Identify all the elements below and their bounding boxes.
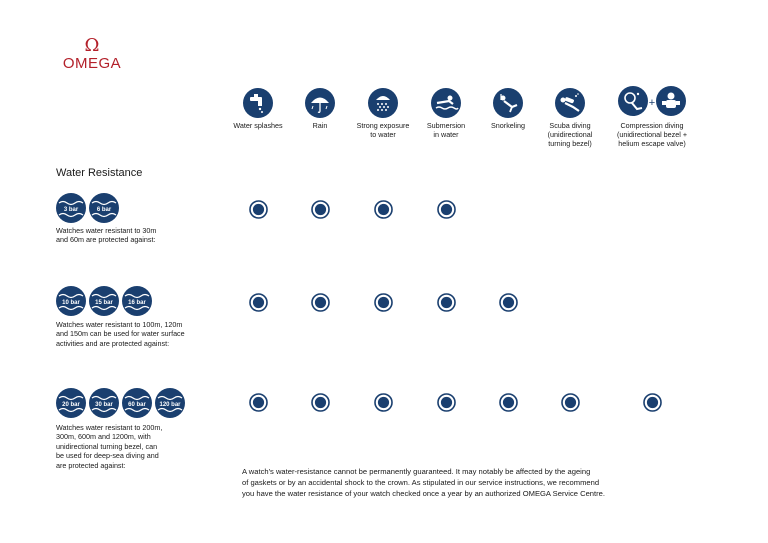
row-description: [56, 423, 162, 470]
scuba-diver-icon: [555, 88, 585, 118]
protected-dot: [311, 293, 330, 312]
row-description-line: and 150m can be used for water surface: [56, 329, 185, 339]
submersion-icon: [431, 88, 461, 118]
footnote-line: you have the water resistance of your watch checked once a year by an authorized OMEGA Service Centre.: [242, 489, 606, 498]
row-description-line: be used for deep-sea diving and: [56, 451, 159, 461]
badge-label: 3 bar: [63, 207, 79, 213]
row-description-line: Watches water resistant to 100m, 120m: [56, 320, 183, 329]
row-description-line: and 60m are protected against:: [56, 235, 156, 245]
protected-dot: [374, 293, 393, 312]
pressure-badges: [56, 388, 185, 418]
protected-dot: [249, 200, 268, 219]
water-splash-icon: [243, 88, 273, 118]
pressure-badge: [155, 388, 185, 418]
pressure-badge: [89, 193, 119, 223]
activity-label-line: Submersion: [426, 121, 466, 130]
pressure-badge: [56, 193, 86, 223]
shower-icon: [368, 88, 398, 118]
activity-label-line: Snorkeling: [491, 121, 525, 130]
row-description-line: Watches water resistant to 200m,: [56, 423, 163, 432]
activity-compression-diver: [610, 88, 694, 148]
row-description-line: activities and are protected against:: [56, 338, 170, 348]
omega-logo-wordmark: OMEGA: [62, 55, 122, 72]
badge-label: 60 bar: [128, 402, 146, 408]
activity-label-line: (unidirectional bezel +: [616, 130, 688, 139]
badge-label: 15 bar: [95, 300, 113, 306]
omega-logo-glyph: Ω: [84, 35, 100, 56]
protected-dot: [249, 393, 268, 412]
pressure-badge: [89, 286, 119, 316]
protected-dot: [249, 293, 268, 312]
row-description-line: unidirectional turning bezel, can: [56, 441, 158, 451]
activity-label-line: Rain: [312, 121, 328, 130]
row-description: [56, 226, 156, 245]
activity-label-line: helium escape valve): [618, 139, 686, 148]
protected-dot: [499, 393, 518, 412]
activity-label-line: Scuba diving: [549, 121, 591, 130]
protected-dot: [643, 393, 662, 412]
protected-dot: [374, 393, 393, 412]
activity-label-line: Strong exposure: [356, 121, 410, 130]
badge-label: 30 bar: [95, 402, 113, 408]
activity-label-line: turning bezel): [548, 139, 592, 148]
footnote-line: of gaskets or by an accidental shock to the crown. As stipulated in our service instructions, we recommend: [242, 478, 600, 487]
protected-dot: [311, 393, 330, 412]
protected-dot: [374, 200, 393, 219]
protected-dot: [437, 200, 456, 219]
pressure-badge: [56, 286, 86, 316]
activity-label-line: Water splashes: [233, 121, 283, 130]
activity-label: [528, 121, 612, 148]
compression-diver-icon: [618, 86, 648, 121]
activity-label-line: (unidirectional: [547, 130, 593, 139]
badge-label: 10 bar: [62, 300, 80, 306]
activity-label-line: to water: [370, 130, 396, 139]
badge-label: 20 bar: [62, 402, 80, 408]
protected-dot: [561, 393, 580, 412]
row-description: [56, 320, 185, 348]
pressure-badge: [122, 388, 152, 418]
row-description-line: Watches water resistant to 30m: [56, 226, 157, 235]
pressure-badges: [56, 286, 152, 316]
protected-dot: [311, 200, 330, 219]
pressure-badge: [89, 388, 119, 418]
plus-sign: +: [648, 97, 656, 109]
protected-dot: [437, 293, 456, 312]
badge-label: 120 bar: [159, 402, 181, 408]
helium-valve-icon: [656, 86, 686, 121]
activity-label-line: Compression diving: [620, 121, 684, 130]
activity-label-line: in water: [433, 130, 459, 139]
row-description-line: 300m, 600m and 1200m, with: [56, 432, 151, 442]
row-description-line: are protected against:: [56, 460, 126, 470]
badge-label: 16 bar: [128, 300, 146, 306]
activity-scuba-diver: [528, 88, 612, 148]
omega-logo: [56, 35, 128, 72]
activity-label: [610, 121, 694, 148]
protected-dot: [437, 393, 456, 412]
protected-dot: [499, 293, 518, 312]
pressure-badge: [122, 286, 152, 316]
footnote: [242, 466, 605, 499]
snorkel-icon: [493, 88, 523, 118]
footnote-line: A watch's water-resistance cannot be permanently guaranteed. It may notably be affected by the ageing: [242, 467, 591, 476]
badge-label: 6 bar: [96, 207, 112, 213]
section-title: Water Resistance: [56, 167, 143, 179]
rain-icon: [305, 88, 335, 118]
pressure-badges: [56, 193, 119, 223]
pressure-badge: [56, 388, 86, 418]
